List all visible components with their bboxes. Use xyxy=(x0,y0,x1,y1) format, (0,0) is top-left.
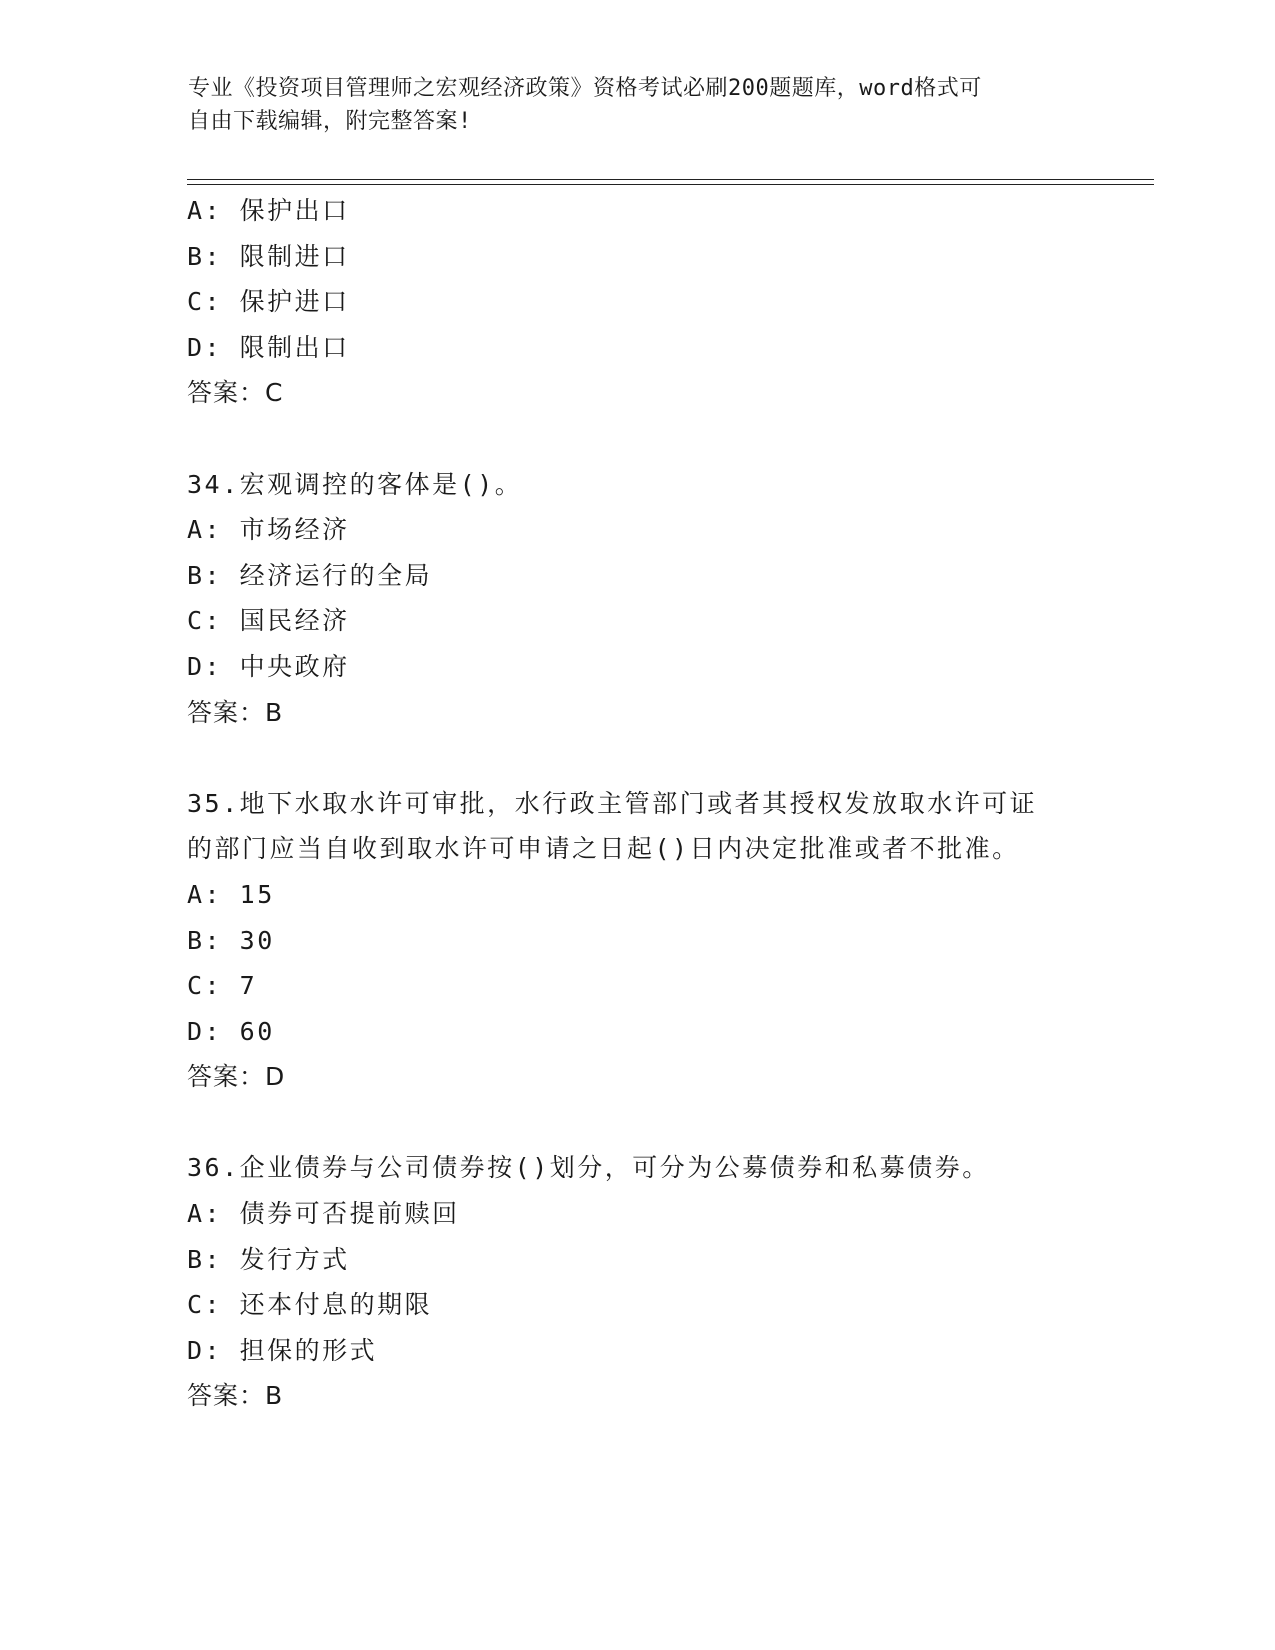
header-line-1: 专业《投资项目管理师之宏观经济政策》资格考试必刷200题题库，word格式可 xyxy=(188,76,982,101)
question-list xyxy=(187,188,1127,1419)
option-d: D: 中央政府 xyxy=(187,651,350,681)
header-rule-bottom xyxy=(187,184,1154,185)
question-stem: 36.企业债券与公司债券按()划分，可分为公募债券和私募债券。 xyxy=(187,1153,990,1183)
option-a: A: 债券可否提前赎回 xyxy=(187,1199,460,1229)
answer-line: 答案：B xyxy=(187,697,284,727)
question-33 xyxy=(187,188,1127,416)
option-b: B: 限制进口 xyxy=(187,241,350,271)
answer-line: 答案：B xyxy=(187,1381,284,1411)
option-a: A: 15 xyxy=(187,879,275,909)
option-c: C: 国民经济 xyxy=(187,606,350,636)
question-stem-line-2: 的部门应当自收到取水许可申请之日起()日内决定批准或者不批准。 xyxy=(187,834,1020,864)
option-a: A: 市场经济 xyxy=(187,515,350,545)
option-b: B: 经济运行的全局 xyxy=(187,560,433,590)
question-36 xyxy=(187,1145,1127,1419)
question-stem-line-1: 35.地下水取水许可审批，水行政主管部门或者其授权发放取水许可证 xyxy=(187,788,1038,818)
answer-line: 答案：C xyxy=(187,378,284,408)
option-a: A: 保护出口 xyxy=(187,196,350,225)
answer-line: 答案：D xyxy=(187,1062,286,1092)
option-c: C: 保护进口 xyxy=(187,287,350,317)
spacer xyxy=(187,735,1127,781)
spacer xyxy=(187,416,1127,462)
option-b: B: 30 xyxy=(187,925,275,955)
option-c: C: 7 xyxy=(187,971,258,1001)
option-b: B: 发行方式 xyxy=(187,1244,350,1274)
option-d: D: 限制出口 xyxy=(187,332,350,362)
header-rule-top xyxy=(187,179,1154,180)
question-35 xyxy=(187,781,1127,1100)
document-header xyxy=(188,72,1068,138)
spacer xyxy=(187,1100,1127,1146)
question-stem: 34.宏观调控的客体是()。 xyxy=(187,469,523,499)
header-line-2: 自由下载编辑，附完整答案! xyxy=(188,109,472,134)
question-34 xyxy=(187,462,1127,736)
option-c: C: 还本付息的期限 xyxy=(187,1290,433,1320)
option-d: D: 60 xyxy=(187,1016,275,1046)
option-d: D: 担保的形式 xyxy=(187,1335,378,1365)
